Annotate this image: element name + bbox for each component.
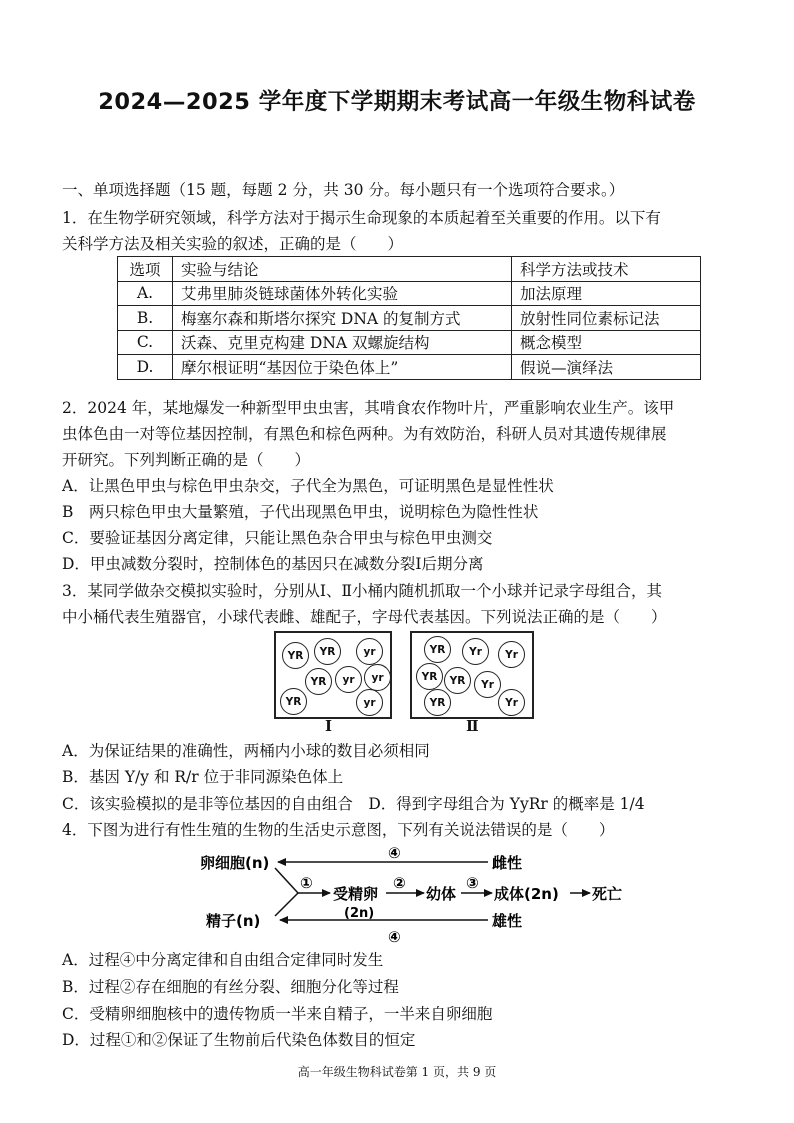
- page-title: 2024—2025 学年度下学期期末考试高一年级生物科试卷: [98, 89, 696, 115]
- table-cell: 沃森、克里克构建 DNA 双螺旋结构: [173, 330, 512, 355]
- male-label: 雄性: [492, 912, 523, 930]
- ball: yr: [364, 664, 391, 691]
- ball: YR: [282, 642, 309, 669]
- step4-label-bottom: ④: [388, 928, 401, 946]
- ball: YR: [280, 688, 307, 715]
- table-cell: 加法原理: [512, 281, 701, 306]
- q3-stem-line1: 3．某同学做杂交模拟实验时，分别从Ⅰ、Ⅱ小桶内随机抓取一个小球并记录字母组合，其: [62, 582, 663, 600]
- q2-option-a: A．让黑色甲虫与棕色甲虫杂交，子代全为黑色，可证明黑色是显性性状: [62, 477, 554, 495]
- juvenile-label: 幼体: [426, 885, 457, 903]
- ball: YR: [305, 668, 332, 695]
- q4-option-b: B．过程②存在细胞的有丝分裂、细胞分化等过程: [62, 978, 399, 996]
- table-cell: 摩尔根证明“基因位于染色体上”: [173, 355, 512, 380]
- step3-label: ③: [466, 874, 479, 892]
- table-cell: A.: [118, 281, 173, 306]
- table-header-cell: 实验与结论: [173, 257, 512, 282]
- ball: YR: [314, 638, 341, 665]
- q2-stem-line1: 2．2024 年，某地爆发一种新型甲虫虫害，其啃食农作物叶片，严重影响农业生产。该甲: [62, 399, 675, 417]
- ball: YR: [424, 636, 451, 663]
- ball: Yr: [462, 638, 489, 665]
- table-cell: B.: [118, 306, 173, 331]
- ball: yr: [335, 666, 362, 693]
- section-heading: 一、单项选择题（15 题，每题 2 分，共 30 分。每小题只有一个选项符合要求。）: [62, 181, 625, 199]
- table-cell: 假说—演绎法: [512, 355, 701, 380]
- bucket-1-label: Ⅰ: [325, 717, 333, 735]
- sperm-label: 精子(n): [206, 912, 261, 930]
- q3-stem-line2: 中小桶代表生殖器官，小球代表雌、雄配子，字母代表基因。下列说法正确的是（ ）: [62, 608, 667, 626]
- arrow-egg-branch: [275, 868, 298, 893]
- q1-stem-line1: 1．在生物学研究领域，科学方法对于揭示生命现象的本质起着至关重要的作用。以下有: [62, 209, 661, 227]
- q1-stem-line2: 关科学方法及相关实验的叙述，正确的是（ ）: [62, 235, 404, 253]
- bucket-2-label: Ⅱ: [466, 717, 479, 735]
- q2-option-b: B 两只棕色甲虫大量繁殖，子代出现黑色甲虫，说明棕色为隐性性状: [62, 503, 539, 521]
- q2-stem-line2: 虫体色由一对等位基因控制，有黑色和棕色两种。为有效防治，科研人员对其遗传规律展: [62, 425, 667, 443]
- table-cell: 放射性同位素标记法: [512, 306, 701, 331]
- ball: YR: [416, 663, 443, 690]
- q3-option-a: A．为保证结果的准确性，两桶内小球的数目必须相同: [62, 742, 430, 760]
- arrow-sperm-branch: [275, 893, 298, 916]
- ball: yr: [356, 689, 383, 716]
- egg-label: 卵细胞(n): [200, 854, 270, 872]
- q4-option-a: A．过程④中分离定律和自由组合定律同时发生: [62, 951, 384, 969]
- ball: YR: [444, 667, 471, 694]
- ball: Yr: [498, 641, 525, 668]
- female-label: 雌性: [492, 854, 523, 872]
- death-label: 死亡: [592, 885, 623, 903]
- step1-label: ①: [300, 874, 313, 892]
- q2-stem-line3: 开研究。下列判断正确的是（ ）: [62, 451, 311, 469]
- table-cell: C.: [118, 330, 173, 355]
- q3-option-b: B．基因 Y/y 和 R/r 位于非同源染色体上: [62, 768, 344, 786]
- q2-option-d: D．甲虫减数分裂时，控制体色的基因只在减数分裂Ⅰ后期分离: [62, 555, 484, 573]
- table-cell: D.: [118, 355, 173, 380]
- q4-stem: 4．下图为进行有性生殖的生物的生活史示意图，下列有关说法错误的是（ ）: [62, 821, 615, 839]
- step4-label-top: ④: [388, 844, 401, 862]
- ball: Yr: [498, 689, 525, 716]
- table-cell: 艾弗里肺炎链球菌体外转化实验: [173, 281, 512, 306]
- page-footer: 高一年级生物科试卷第 1 页，共 9 页: [297, 1065, 497, 1079]
- table-header-cell: 选项: [118, 257, 173, 282]
- ball: YR: [424, 689, 451, 716]
- q2-option-c: C．要验证基因分离定律，只能让黑色杂合甲虫与棕色甲虫测交: [62, 529, 493, 547]
- zygote-label: 受精卵: [333, 885, 379, 903]
- q4-option-d: D．过程①和②保证了生物前后代染色体数目的恒定: [62, 1031, 416, 1049]
- q4-option-c: C．受精卵细胞核中的遗传物质一半来自精子，一半来自卵细胞: [62, 1005, 493, 1023]
- q3-option-cd: C．该实验模拟的是非等位基因的自由组合 D．得到字母组合为 YyRr 的概率是 1/4: [62, 795, 645, 813]
- table-cell: 概念模型: [512, 330, 701, 355]
- table-header-cell: 科学方法或技术: [512, 257, 701, 282]
- zygote-ploidy-label: (2n): [344, 906, 375, 921]
- ball: yr: [356, 638, 383, 665]
- adult-label: 成体(2n): [494, 885, 559, 903]
- step2-label: ②: [393, 874, 406, 892]
- table-cell: 梅塞尔森和斯塔尔探究 DNA 的复制方式: [173, 306, 512, 331]
- ball: Yr: [474, 671, 501, 698]
